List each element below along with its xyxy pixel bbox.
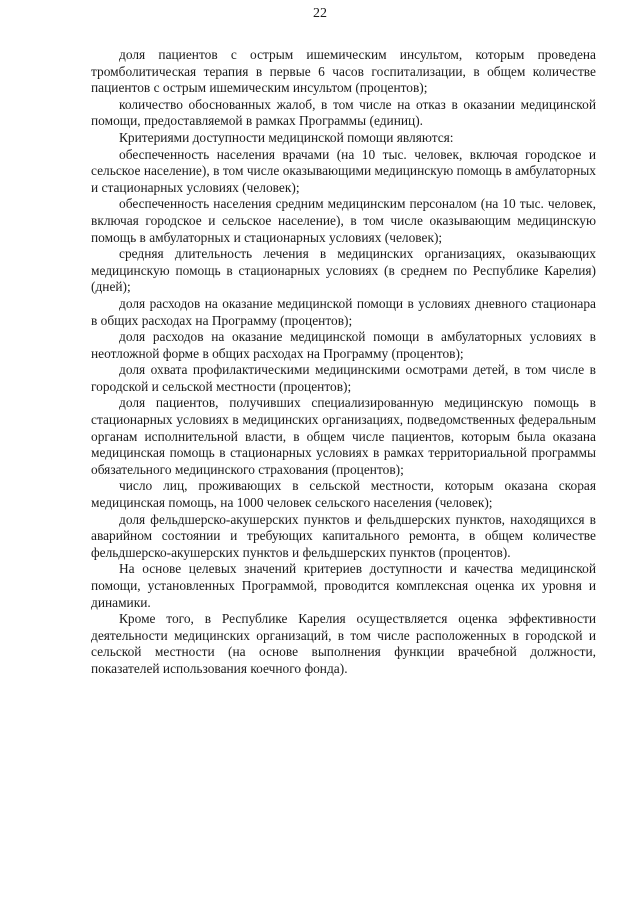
paragraph: Кроме того, в Республике Карелия осуществляется оценка эффективности деятельности медицинских организаций, в том числе расположенных в городской и сельской местности (на основе выполнения функции врачебной должности, показателей использования коечного фонда). [91, 611, 596, 676]
paragraph: обеспеченность населения врачами (на 10 тыс. человек, включая городское и сельское население), в том числе оказывающими медицинскую помощь в амбулаторных и стационарных условиях (человек); [91, 146, 596, 195]
paragraph: доля расходов на оказание медицинской помощи в условиях дневного стационара в общих расходах на Программу (процентов); [91, 295, 596, 328]
paragraph: обеспеченность населения средним медицинским персоналом (на 10 тыс. человек, включая городское и сельское население), в том числе оказывающим медицинскую помощь в амбулаторных и стационарных условиях (человек); [91, 196, 596, 245]
paragraph: доля фельдшерско-акушерских пунктов и фельдшерских пунктов, находящихся в аварийном состоянии и требующих капитального ремонта, в общем количестве фельдшерско-акушерских пунктов и фельдшерских пунктов (процентов). [91, 511, 596, 560]
paragraph: количество обоснованных жалоб, в том числе на отказ в оказании медицинской помощи, предоставляемой в рамках Программы (единиц). [91, 96, 596, 129]
paragraph: средняя длительность лечения в медицинских организациях, оказывающих медицинскую помощь в стационарных условиях (в среднем по Республике Карелия) (дней); [91, 246, 596, 295]
paragraph: На основе целевых значений критериев доступности и качества медицинской помощи, установленных Программой, проводится комплексная оценка их уровня и динамики. [91, 561, 596, 610]
paragraph: доля охвата профилактическими медицинскими осмотрами детей, в том числе в городской и сельской местности (процентов); [91, 362, 596, 394]
paragraph: доля расходов на оказание медицинской помощи в амбулаторных условиях в неотложной форме в общих расходах на Программу (процентов); [91, 329, 596, 361]
page-number: 22 [313, 6, 327, 21]
paragraph: доля пациентов с острым ишемическим инсультом, которым проведена тромболитическая терапия в первые 6 часов госпитализации, в общем количестве пациентов с острым ишемическим инсультом (процентов); [91, 47, 596, 96]
paragraph: доля пациентов, получивших специализированную медицинскую помощь в стационарных условиях в медицинских организациях, подведомственных федеральным органам исполнительной власти, в общем числе пациентов, которым была оказана медицинская помощь в стационарных условиях в рамках территориальной программы обязательного медицинского страхования (процентов); [91, 395, 596, 477]
paragraph: число лиц, проживающих в сельской местности, которым оказана скорая медицинская помощь, на 1000 человек сельского населения (человек); [91, 478, 596, 511]
paragraph: Критериями доступности медицинской помощи являются: [119, 129, 454, 145]
document-body [91, 47, 596, 678]
